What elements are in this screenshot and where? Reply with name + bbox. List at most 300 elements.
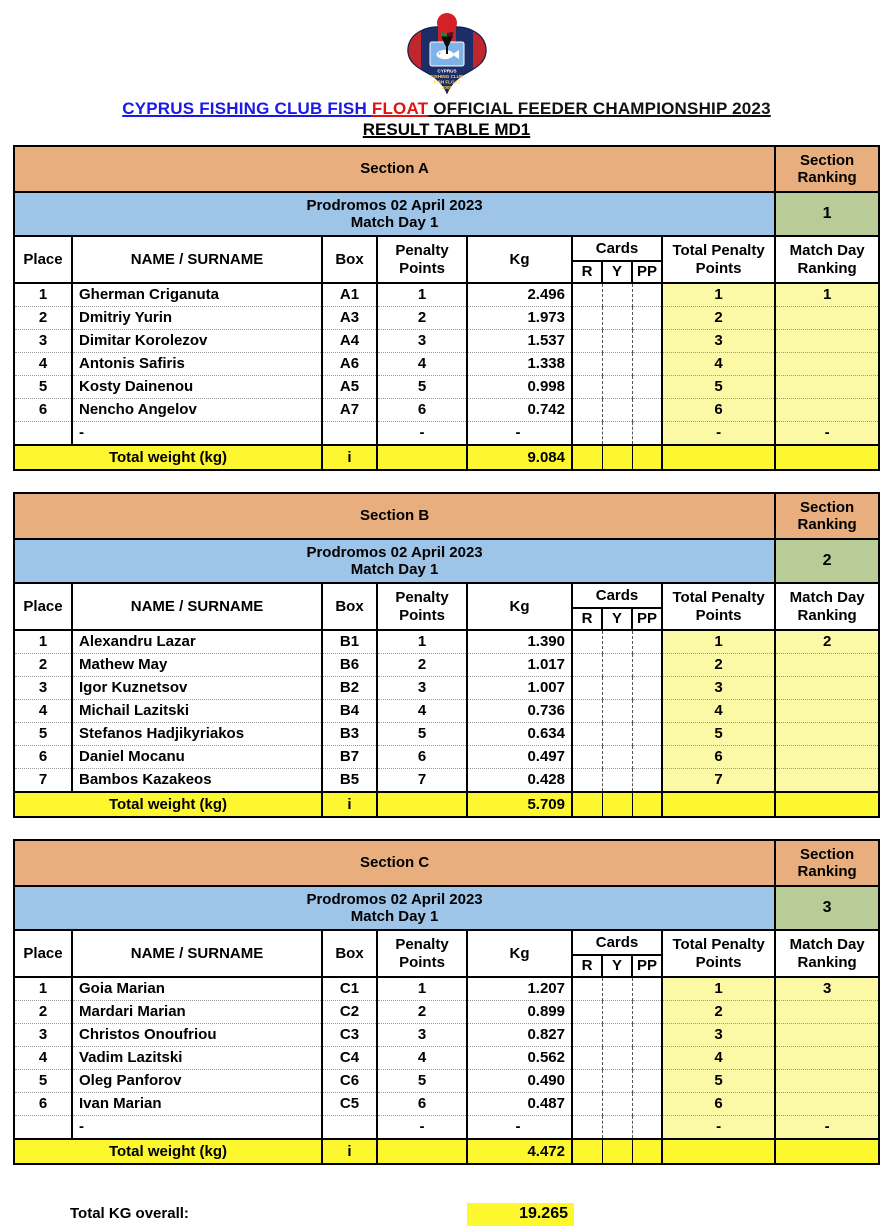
name-cell: Kosty Dainenou xyxy=(72,376,322,399)
card-y-cell xyxy=(602,654,632,677)
card-y-cell xyxy=(602,1001,632,1024)
venue-cell xyxy=(14,192,775,236)
section-ranking-value: 2 xyxy=(775,539,879,583)
box-cell: B7 xyxy=(322,746,377,769)
match-day-ranking-cell xyxy=(775,1024,879,1047)
card-pp-cell xyxy=(632,1001,662,1024)
venue-line: Prodromos 02 April 2023 xyxy=(306,890,483,908)
card-y-cell xyxy=(602,422,632,446)
total-kg-value: 9.084 xyxy=(467,445,572,470)
kg-cell: 0.487 xyxy=(467,1093,572,1116)
place-cell: 7 xyxy=(14,769,72,793)
card-pp-cell xyxy=(632,630,662,654)
col-header-card-y: Y xyxy=(602,608,632,630)
match-day-ranking-cell xyxy=(775,1001,879,1024)
col-header-box: Box xyxy=(322,583,377,630)
place-cell: 3 xyxy=(14,1024,72,1047)
result-row xyxy=(14,307,879,330)
col-header-cards: Cards xyxy=(572,236,662,261)
penalty-points-cell: 5 xyxy=(377,1070,467,1093)
section-ranking-header: Section Ranking xyxy=(775,146,879,192)
title-part-black: OFFICIAL FEEDER CHAMPIONSHIP 2023 xyxy=(428,99,771,118)
name-cell: Antonis Safiris xyxy=(72,353,322,376)
name-cell: Stefanos Hadjikyriakos xyxy=(72,723,322,746)
total-penalty-points-cell xyxy=(662,792,775,817)
penalty-points-cell: 1 xyxy=(377,977,467,1001)
name-cell: Igor Kuznetsov xyxy=(72,677,322,700)
kg-cell: 1.390 xyxy=(467,630,572,654)
card-pp-cell xyxy=(632,723,662,746)
result-row xyxy=(14,1001,879,1024)
col-header-place: Place xyxy=(14,583,72,630)
name-cell: Bambos Kazakeos xyxy=(72,769,322,793)
match-day-ranking-cell xyxy=(775,1070,879,1093)
match-day-ranking-cell xyxy=(775,677,879,700)
card-y-cell xyxy=(602,630,632,654)
col-header-name: NAME / SURNAME xyxy=(72,583,322,630)
place-cell: 3 xyxy=(14,677,72,700)
total-penalty-points-cell: 6 xyxy=(662,399,775,422)
penalty-points-cell: 7 xyxy=(377,769,467,793)
overall-total-label: Total KG overall: xyxy=(70,1205,189,1222)
kg-cell: 1.207 xyxy=(467,977,572,1001)
card-r-cell xyxy=(572,1047,602,1070)
total-penalty-points-cell: - xyxy=(662,422,775,446)
section-ranking-header: Section Ranking xyxy=(775,840,879,886)
kg-cell: 2.496 xyxy=(467,283,572,307)
card-r-cell xyxy=(572,723,602,746)
card-pp-cell xyxy=(632,700,662,723)
kg-cell: - xyxy=(467,1116,572,1140)
penalty-points-cell: 3 xyxy=(377,677,467,700)
section-title: Section B xyxy=(14,493,775,539)
card-r-cell xyxy=(572,1070,602,1093)
total-kg-value: 4.472 xyxy=(467,1139,572,1164)
name-cell: Dimitar Korolezov xyxy=(72,330,322,353)
name-cell: Mardari Marian xyxy=(72,1001,322,1024)
kg-cell: 0.428 xyxy=(467,769,572,793)
card-r-cell xyxy=(572,399,602,422)
result-row xyxy=(14,654,879,677)
name-cell: - xyxy=(72,1116,322,1140)
total-penalty-points-cell: 3 xyxy=(662,677,775,700)
box-cell xyxy=(322,422,377,446)
card-r-cell xyxy=(572,677,602,700)
card-r-cell xyxy=(572,330,602,353)
club-logo-emblem xyxy=(401,8,493,96)
total-kg-value: 5.709 xyxy=(467,792,572,817)
kg-cell: 0.899 xyxy=(467,1001,572,1024)
card-pp-cell xyxy=(632,1024,662,1047)
card-y-cell xyxy=(602,700,632,723)
section-rows xyxy=(14,977,879,1139)
col-header-total-penalty-points: Total Penalty Points xyxy=(662,930,775,977)
card-r-cell xyxy=(572,1116,602,1140)
venue-cell xyxy=(14,886,775,930)
total-penalty-points-cell: - xyxy=(662,1116,775,1140)
col-header-card-pp: PP xyxy=(632,608,662,630)
total-match-day-ranking-cell xyxy=(775,1139,879,1164)
card-r-cell xyxy=(572,746,602,769)
box-cell: A4 xyxy=(322,330,377,353)
box-cell: A5 xyxy=(322,376,377,399)
card-y-cell xyxy=(602,746,632,769)
total-box-cell: i xyxy=(322,1139,377,1164)
logo-line-3: FISH FLOAT xyxy=(433,79,460,85)
match-day-ranking-cell xyxy=(775,307,879,330)
card-y-cell xyxy=(602,1093,632,1116)
col-header-cards: Cards xyxy=(572,930,662,955)
col-header-card-y: Y xyxy=(602,261,632,283)
kg-cell: 0.998 xyxy=(467,376,572,399)
penalty-points-cell: 2 xyxy=(377,307,467,330)
card-r-cell xyxy=(572,1093,602,1116)
box-cell: B3 xyxy=(322,723,377,746)
box-cell: B2 xyxy=(322,677,377,700)
total-penalty-points-cell: 1 xyxy=(662,977,775,1001)
place-cell: 1 xyxy=(14,630,72,654)
box-cell: C3 xyxy=(322,1024,377,1047)
penalty-points-cell: 1 xyxy=(377,630,467,654)
match-day-ranking-cell xyxy=(775,1047,879,1070)
title-part-red: FLOAT xyxy=(371,99,429,118)
place-cell: 4 xyxy=(14,700,72,723)
overall-total-value: 19.265 xyxy=(467,1203,574,1226)
box-cell: C5 xyxy=(322,1093,377,1116)
card-r-cell xyxy=(572,654,602,677)
box-cell: B4 xyxy=(322,700,377,723)
box-cell: B5 xyxy=(322,769,377,793)
card-pp-cell xyxy=(632,677,662,700)
total-penalty-cell xyxy=(377,792,467,817)
total-box-cell: i xyxy=(322,445,377,470)
total-match-day-ranking-cell xyxy=(775,792,879,817)
total-penalty-points-cell: 5 xyxy=(662,723,775,746)
sections xyxy=(13,145,880,1165)
card-pp-cell xyxy=(632,1093,662,1116)
total-penalty-points-cell xyxy=(662,1139,775,1164)
name-cell: Goia Marian xyxy=(72,977,322,1001)
total-penalty-points-cell: 1 xyxy=(662,283,775,307)
card-pp-cell xyxy=(632,307,662,330)
name-cell: Michail Lazitski xyxy=(72,700,322,723)
card-r-cell xyxy=(572,1001,602,1024)
overall-total xyxy=(0,1203,893,1229)
total-weight-row xyxy=(14,445,879,470)
total-penalty-cell xyxy=(377,445,467,470)
penalty-points-cell: 3 xyxy=(377,330,467,353)
name-cell: - xyxy=(72,422,322,446)
name-cell: Vadim Lazitski xyxy=(72,1047,322,1070)
col-header-card-pp: PP xyxy=(632,955,662,977)
col-header-kg: Kg xyxy=(467,930,572,977)
card-pp-cell xyxy=(632,654,662,677)
card-y-cell xyxy=(602,376,632,399)
card-y-cell xyxy=(602,1047,632,1070)
result-row xyxy=(14,422,879,446)
kg-cell: 0.562 xyxy=(467,1047,572,1070)
total-penalty-points-cell: 5 xyxy=(662,376,775,399)
penalty-points-cell: 3 xyxy=(377,1024,467,1047)
name-cell: Mathew May xyxy=(72,654,322,677)
result-row xyxy=(14,1047,879,1070)
section-table xyxy=(13,145,880,471)
box-cell: C2 xyxy=(322,1001,377,1024)
box-cell: A6 xyxy=(322,353,377,376)
total-penalty-points-cell: 2 xyxy=(662,1001,775,1024)
card-pp-cell xyxy=(632,769,662,793)
section-table xyxy=(13,492,880,818)
card-y-cell xyxy=(602,330,632,353)
col-header-box: Box xyxy=(322,236,377,283)
name-cell: Nencho Angelov xyxy=(72,399,322,422)
card-pp-cell xyxy=(632,399,662,422)
name-cell: Ivan Marian xyxy=(72,1093,322,1116)
match-day-line: Match Day 1 xyxy=(350,561,439,578)
col-header-card-r: R xyxy=(572,608,602,630)
kg-cell: 1.017 xyxy=(467,654,572,677)
card-pp-cell xyxy=(632,330,662,353)
penalty-points-cell: - xyxy=(377,1116,467,1140)
place-cell: 6 xyxy=(14,399,72,422)
card-y-cell xyxy=(602,283,632,307)
total-weight-label: Total weight (kg) xyxy=(14,1139,322,1164)
result-row xyxy=(14,746,879,769)
total-penalty-points-cell: 2 xyxy=(662,654,775,677)
card-y-cell xyxy=(602,1070,632,1093)
kg-cell: 0.742 xyxy=(467,399,572,422)
result-row xyxy=(14,769,879,793)
col-header-cards: Cards xyxy=(572,583,662,608)
kg-cell: - xyxy=(467,422,572,446)
page-title xyxy=(0,99,893,119)
match-day-ranking-cell: 1 xyxy=(775,283,879,307)
result-row xyxy=(14,700,879,723)
col-header-penalty-points: Penalty Points xyxy=(377,236,467,283)
total-box-cell: i xyxy=(322,792,377,817)
venue-line: Prodromos 02 April 2023 xyxy=(306,196,483,214)
name-cell: Dmitriy Yurin xyxy=(72,307,322,330)
section-rows xyxy=(14,630,879,792)
col-header-penalty-points: Penalty Points xyxy=(377,930,467,977)
card-pp-cell xyxy=(632,977,662,1001)
page-header xyxy=(0,0,893,140)
place-cell: 2 xyxy=(14,1001,72,1024)
total-card-pp-cell xyxy=(632,445,662,470)
kg-cell: 1.338 xyxy=(467,353,572,376)
card-pp-cell xyxy=(632,746,662,769)
penalty-points-cell: 5 xyxy=(377,376,467,399)
kg-cell: 1.007 xyxy=(467,677,572,700)
total-weight-label: Total weight (kg) xyxy=(14,792,322,817)
section-ranking-value: 1 xyxy=(775,192,879,236)
place-cell: 4 xyxy=(14,1047,72,1070)
result-row xyxy=(14,1024,879,1047)
col-header-kg: Kg xyxy=(467,583,572,630)
place-cell: 1 xyxy=(14,977,72,1001)
total-penalty-points-cell: 2 xyxy=(662,307,775,330)
card-r-cell xyxy=(572,353,602,376)
card-y-cell xyxy=(602,677,632,700)
venue-line: Prodromos 02 April 2023 xyxy=(306,543,483,561)
penalty-points-cell: 6 xyxy=(377,399,467,422)
total-card-pp-cell xyxy=(632,792,662,817)
col-header-name: NAME / SURNAME xyxy=(72,236,322,283)
total-weight-row xyxy=(14,1139,879,1164)
place-cell xyxy=(14,1116,72,1140)
card-y-cell xyxy=(602,977,632,1001)
match-day-ranking-cell xyxy=(775,399,879,422)
match-day-ranking-cell xyxy=(775,723,879,746)
match-day-ranking-cell: - xyxy=(775,422,879,446)
penalty-points-cell: 2 xyxy=(377,1001,467,1024)
result-row xyxy=(14,353,879,376)
total-penalty-points-cell: 3 xyxy=(662,330,775,353)
penalty-points-cell: 6 xyxy=(377,746,467,769)
place-cell: 3 xyxy=(14,330,72,353)
result-row xyxy=(14,977,879,1001)
total-penalty-points-cell: 1 xyxy=(662,630,775,654)
col-header-card-r: R xyxy=(572,955,602,977)
total-card-y-cell xyxy=(602,445,632,470)
match-day-ranking-cell xyxy=(775,330,879,353)
kg-cell: 0.497 xyxy=(467,746,572,769)
result-row xyxy=(14,283,879,307)
total-penalty-points-cell: 4 xyxy=(662,1047,775,1070)
total-penalty-points-cell: 7 xyxy=(662,769,775,793)
penalty-points-cell: 4 xyxy=(377,1047,467,1070)
match-day-ranking-cell: 2 xyxy=(775,630,879,654)
box-cell: C4 xyxy=(322,1047,377,1070)
card-r-cell xyxy=(572,422,602,446)
col-header-match-day-ranking: Match Day Ranking xyxy=(775,930,879,977)
card-r-cell xyxy=(572,977,602,1001)
place-cell: 2 xyxy=(14,307,72,330)
box-cell: C1 xyxy=(322,977,377,1001)
match-day-ranking-cell: - xyxy=(775,1116,879,1140)
match-day-line: Match Day 1 xyxy=(350,908,439,925)
penalty-points-cell: 5 xyxy=(377,723,467,746)
total-penalty-points-cell: 6 xyxy=(662,746,775,769)
total-card-r-cell xyxy=(572,1139,602,1164)
name-cell: Daniel Mocanu xyxy=(72,746,322,769)
club-logo xyxy=(0,8,893,96)
section-ranking-value: 3 xyxy=(775,886,879,930)
kg-cell: 0.827 xyxy=(467,1024,572,1047)
col-header-card-r: R xyxy=(572,261,602,283)
kg-cell: 1.537 xyxy=(467,330,572,353)
result-row xyxy=(14,330,879,353)
kg-cell: 0.736 xyxy=(467,700,572,723)
place-cell: 6 xyxy=(14,1093,72,1116)
box-cell: B6 xyxy=(322,654,377,677)
total-penalty-cell xyxy=(377,1139,467,1164)
match-day-ranking-cell xyxy=(775,654,879,677)
venue-cell xyxy=(14,539,775,583)
place-cell: 5 xyxy=(14,723,72,746)
col-header-total-penalty-points: Total Penalty Points xyxy=(662,583,775,630)
penalty-points-cell: 4 xyxy=(377,700,467,723)
col-header-box: Box xyxy=(322,930,377,977)
result-row xyxy=(14,1116,879,1140)
card-pp-cell xyxy=(632,376,662,399)
match-day-ranking-cell: 3 xyxy=(775,977,879,1001)
col-header-name: NAME / SURNAME xyxy=(72,930,322,977)
result-row xyxy=(14,723,879,746)
box-cell: B1 xyxy=(322,630,377,654)
kg-cell: 1.973 xyxy=(467,307,572,330)
total-penalty-points-cell: 5 xyxy=(662,1070,775,1093)
card-y-cell xyxy=(602,1116,632,1140)
section-title: Section C xyxy=(14,840,775,886)
logo-line-2: FISHING CLUB xyxy=(430,74,463,79)
box-cell: C6 xyxy=(322,1070,377,1093)
card-y-cell xyxy=(602,723,632,746)
col-header-match-day-ranking: Match Day Ranking xyxy=(775,236,879,283)
total-card-r-cell xyxy=(572,792,602,817)
title-part-blue: CYPRUS FISHING CLUB FISH xyxy=(122,99,372,118)
match-day-ranking-cell xyxy=(775,353,879,376)
card-y-cell xyxy=(602,399,632,422)
name-cell: Oleg Panforov xyxy=(72,1070,322,1093)
result-row xyxy=(14,376,879,399)
col-header-penalty-points: Penalty Points xyxy=(377,583,467,630)
col-header-match-day-ranking: Match Day Ranking xyxy=(775,583,879,630)
penalty-points-cell: 2 xyxy=(377,654,467,677)
card-pp-cell xyxy=(632,1116,662,1140)
total-weight-label: Total weight (kg) xyxy=(14,445,322,470)
logo-line-1: CYPRUS xyxy=(436,68,457,74)
card-r-cell xyxy=(572,630,602,654)
name-cell: Alexandru Lazar xyxy=(72,630,322,654)
total-match-day-ranking-cell xyxy=(775,445,879,470)
total-weight-row xyxy=(14,792,879,817)
penalty-points-cell: 1 xyxy=(377,283,467,307)
card-r-cell xyxy=(572,307,602,330)
place-cell: 5 xyxy=(14,1070,72,1093)
logo-line-4: 2009 xyxy=(441,85,452,90)
result-row xyxy=(14,677,879,700)
place-cell: 6 xyxy=(14,746,72,769)
match-day-ranking-cell xyxy=(775,376,879,399)
name-cell: Christos Onoufriou xyxy=(72,1024,322,1047)
col-header-place: Place xyxy=(14,930,72,977)
total-penalty-points-cell: 6 xyxy=(662,1093,775,1116)
result-row xyxy=(14,630,879,654)
place-cell: 5 xyxy=(14,376,72,399)
card-y-cell xyxy=(602,307,632,330)
box-cell: A1 xyxy=(322,283,377,307)
result-row xyxy=(14,1070,879,1093)
result-row xyxy=(14,1093,879,1116)
total-penalty-points-cell: 4 xyxy=(662,353,775,376)
card-r-cell xyxy=(572,1024,602,1047)
card-pp-cell xyxy=(632,422,662,446)
card-r-cell xyxy=(572,376,602,399)
total-penalty-points-cell xyxy=(662,445,775,470)
name-cell: Gherman Criganuta xyxy=(72,283,322,307)
card-r-cell xyxy=(572,769,602,793)
page-subtitle: RESULT TABLE MD1 xyxy=(362,120,531,139)
col-header-place: Place xyxy=(14,236,72,283)
penalty-points-cell: 4 xyxy=(377,353,467,376)
card-y-cell xyxy=(602,353,632,376)
match-day-line: Match Day 1 xyxy=(350,214,439,231)
total-penalty-points-cell: 3 xyxy=(662,1024,775,1047)
place-cell: 2 xyxy=(14,654,72,677)
match-day-ranking-cell xyxy=(775,1093,879,1116)
card-pp-cell xyxy=(632,353,662,376)
